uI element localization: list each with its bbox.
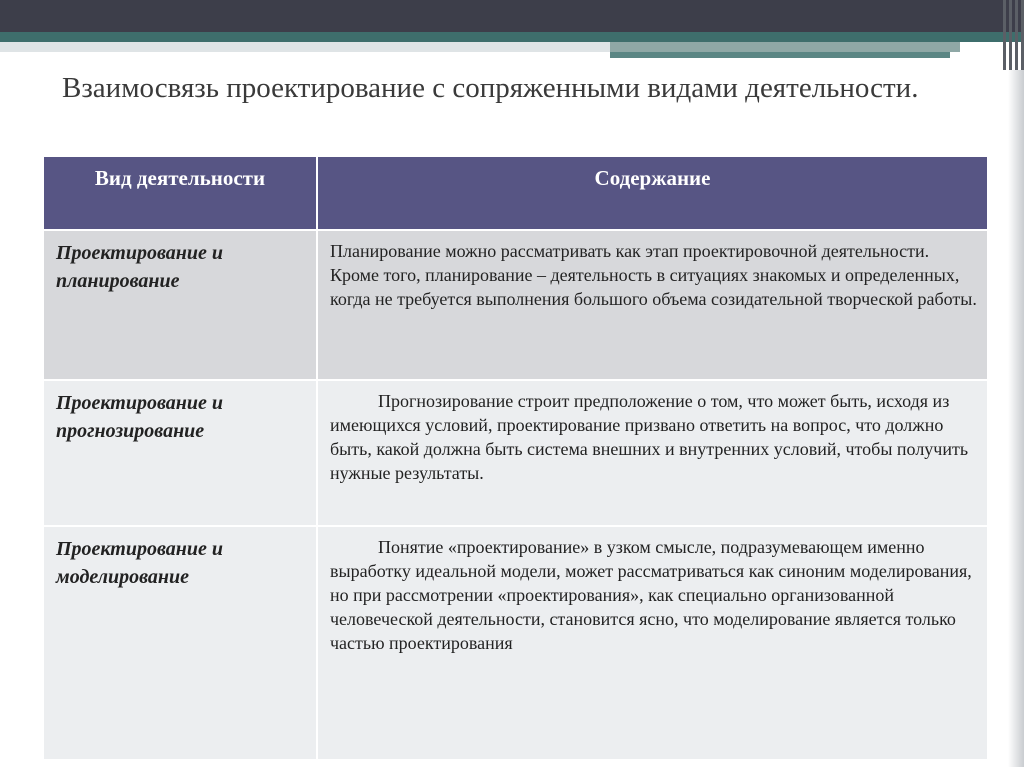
dark-teal-decor-band — [610, 52, 950, 58]
activity-type-cell: Проектирование и планирование — [43, 230, 317, 380]
content-cell — [317, 526, 988, 760]
top-decor-bar — [0, 0, 1024, 32]
table-row — [43, 230, 988, 380]
table-row — [43, 526, 988, 760]
header-activity-type: Вид деятельности — [43, 156, 317, 230]
activity-type-cell: Проектирование и прогнозирование — [43, 380, 317, 526]
mid-decor-band — [610, 42, 960, 52]
content-text: Понятие «проектирование» в узком смысле, подразумевающем именно выработку идеальной модели, может рассматриваться как синоним моделирования, но при рассмотрении «проектирования», как специально организованной человеческой деятельности, становится ясно, что моделирование является только частью проектирования — [330, 537, 972, 653]
content-cell: Планирование можно рассматривать как этап проектировочной деятельности. Кроме того, планирование – деятельность в ситуациях знакомых и определенных, когда не требуется выполнения большого объема созидательной творческой работы. — [317, 230, 988, 380]
content-text: Прогнозирование строит предположение о том, что может быть, исходя из имеющихся условий, проектирование призвано ответить на вопрос, что должно быть, какой должна быть система внешних и внутренних условий, чтобы получить нужные результаты. — [330, 391, 969, 483]
table-row — [43, 380, 988, 526]
teal-decor-band — [0, 32, 1024, 42]
content-cell — [317, 380, 988, 526]
activity-type-cell: Проектирование и моделирование — [43, 526, 317, 760]
table-header-row — [43, 156, 988, 230]
right-decor-stripes — [995, 0, 1024, 70]
right-edge-shadow — [1008, 70, 1024, 767]
slide-title: Взаимосвязь проектирование с сопряженными видами деятельности. — [62, 72, 919, 104]
activity-table — [42, 155, 989, 761]
header-content: Содержание — [317, 156, 988, 230]
light-decor-band — [0, 42, 610, 52]
